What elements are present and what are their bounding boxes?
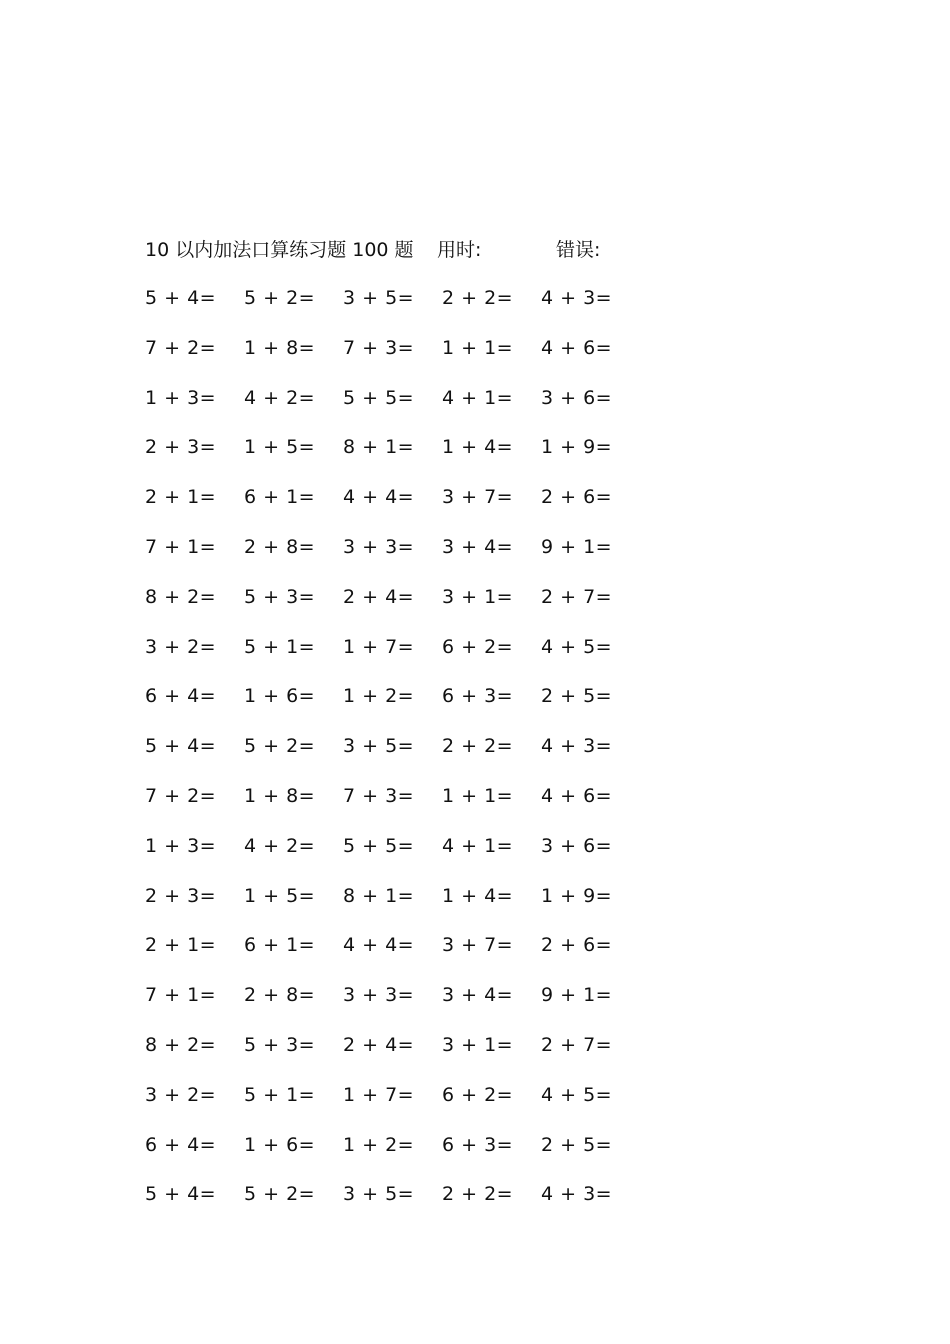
problem-item: 3 + 5=: [343, 735, 415, 758]
problem-row: [145, 832, 645, 882]
problem-item: 3 + 2=: [145, 1083, 217, 1106]
problem-item: 2 + 2=: [442, 287, 514, 309]
problem-item: 4 + 5=: [541, 635, 613, 658]
problem-item: 1 + 5=: [244, 884, 316, 907]
problem-item: 2 + 7=: [541, 585, 613, 608]
problem-item: 1 + 9=: [541, 884, 613, 907]
problem-item: 7 + 3=: [343, 336, 415, 359]
problem-item: 2 + 4=: [343, 1033, 415, 1056]
problem-item: 1 + 8=: [244, 784, 316, 807]
problem-item: 5 + 4=: [145, 1183, 217, 1206]
problem-item: 5 + 4=: [145, 735, 217, 758]
problem-item: 2 + 3=: [145, 884, 217, 907]
problem-row: [145, 732, 645, 782]
problem-item: 2 + 5=: [541, 1133, 613, 1156]
problem-item: 4 + 1=: [442, 386, 514, 409]
problem-item: 4 + 3=: [541, 735, 613, 758]
problem-item: 1 + 8=: [244, 336, 316, 359]
problem-item: 2 + 3=: [145, 436, 217, 459]
problem-item: 5 + 2=: [244, 735, 316, 758]
problem-item: 1 + 7=: [343, 635, 415, 658]
problem-item: 3 + 6=: [541, 834, 613, 857]
problem-row: [145, 533, 645, 583]
worksheet-header: [145, 236, 665, 264]
problem-item: 4 + 3=: [541, 287, 613, 309]
problem-item: 5 + 5=: [343, 834, 415, 857]
problem-item: 8 + 1=: [343, 436, 415, 459]
problem-item: 5 + 1=: [244, 1083, 316, 1106]
worksheet-title: 10 以内加法口算练习题 100 题: [145, 239, 414, 261]
problem-item: 3 + 1=: [442, 1033, 514, 1056]
problem-item: 6 + 3=: [442, 685, 514, 708]
problem-item: 8 + 2=: [145, 1033, 217, 1056]
problem-item: 1 + 2=: [343, 1133, 415, 1156]
problem-row: [145, 583, 645, 633]
problem-row: [145, 483, 645, 533]
problem-item: 7 + 3=: [343, 784, 415, 807]
problem-item: 2 + 2=: [442, 1183, 514, 1206]
problem-item: 4 + 1=: [442, 834, 514, 857]
problem-row: [145, 682, 645, 732]
problem-item: 2 + 7=: [541, 1033, 613, 1056]
problem-item: 4 + 6=: [541, 336, 613, 359]
problem-item: 7 + 1=: [145, 984, 217, 1007]
problem-item: 3 + 3=: [343, 535, 415, 558]
problem-item: 2 + 8=: [244, 535, 316, 558]
problem-item: 3 + 5=: [343, 1183, 415, 1206]
problem-item: 1 + 4=: [442, 436, 514, 459]
problem-item: 8 + 2=: [145, 585, 217, 608]
problem-row: [145, 284, 645, 334]
problem-item: 1 + 9=: [541, 436, 613, 459]
problem-item: 5 + 2=: [244, 1183, 316, 1206]
problem-item: 2 + 1=: [145, 934, 217, 957]
problem-item: 5 + 1=: [244, 635, 316, 658]
problem-row: [145, 384, 645, 434]
problem-item: 4 + 2=: [244, 834, 316, 857]
problem-row: [145, 1131, 645, 1181]
problem-item: 2 + 6=: [541, 934, 613, 957]
problem-item: 1 + 4=: [442, 884, 514, 907]
problem-item: 5 + 2=: [244, 287, 316, 309]
problem-row: [145, 782, 645, 832]
problem-item: 1 + 7=: [343, 1083, 415, 1106]
problem-grid: [145, 284, 645, 1230]
problem-item: 6 + 4=: [145, 1133, 217, 1156]
problem-item: 3 + 6=: [541, 386, 613, 409]
problem-item: 3 + 5=: [343, 287, 415, 309]
problem-item: 4 + 5=: [541, 1083, 613, 1106]
problem-item: 1 + 5=: [244, 436, 316, 459]
problem-item: 2 + 5=: [541, 685, 613, 708]
problem-item: 5 + 5=: [343, 386, 415, 409]
problem-item: 4 + 4=: [343, 486, 415, 509]
problem-item: 4 + 4=: [343, 934, 415, 957]
problem-item: 5 + 3=: [244, 585, 316, 608]
errors-label: 错误:: [556, 239, 601, 261]
problem-item: 4 + 2=: [244, 386, 316, 409]
problem-row: [145, 981, 645, 1031]
problem-item: 1 + 1=: [442, 336, 514, 359]
problem-item: 4 + 3=: [541, 1183, 613, 1206]
problem-item: 3 + 4=: [442, 984, 514, 1007]
problem-item: 8 + 1=: [343, 884, 415, 907]
problem-row: [145, 334, 645, 384]
problem-item: 6 + 3=: [442, 1133, 514, 1156]
problem-item: 3 + 1=: [442, 585, 514, 608]
problem-item: 2 + 8=: [244, 984, 316, 1007]
problem-row: [145, 633, 645, 683]
problem-item: 3 + 3=: [343, 984, 415, 1007]
problem-item: 5 + 4=: [145, 287, 217, 309]
problem-item: 4 + 6=: [541, 784, 613, 807]
problem-item: 3 + 7=: [442, 486, 514, 509]
problem-row: [145, 931, 645, 981]
problem-item: 1 + 6=: [244, 685, 316, 708]
problem-item: 2 + 4=: [343, 585, 415, 608]
problem-item: 2 + 2=: [442, 735, 514, 758]
problem-item: 9 + 1=: [541, 535, 613, 558]
problem-item: 9 + 1=: [541, 984, 613, 1007]
problem-item: 6 + 2=: [442, 1083, 514, 1106]
problem-item: 1 + 2=: [343, 685, 415, 708]
problem-item: 6 + 2=: [442, 635, 514, 658]
problem-item: 3 + 2=: [145, 635, 217, 658]
problem-row: [145, 1081, 645, 1131]
problem-item: 3 + 4=: [442, 535, 514, 558]
problem-item: 1 + 1=: [442, 784, 514, 807]
problem-row: [145, 1031, 645, 1081]
problem-row: [145, 433, 645, 483]
problem-item: 5 + 3=: [244, 1033, 316, 1056]
problem-item: 6 + 1=: [244, 934, 316, 957]
problem-item: 7 + 1=: [145, 535, 217, 558]
problem-row: [145, 882, 645, 932]
problem-item: 2 + 1=: [145, 486, 217, 509]
problem-item: 2 + 6=: [541, 486, 613, 509]
problem-item: 7 + 2=: [145, 784, 217, 807]
problem-item: 6 + 1=: [244, 486, 316, 509]
problem-item: 3 + 7=: [442, 934, 514, 957]
problem-item: 7 + 2=: [145, 336, 217, 359]
problem-row: [145, 1180, 645, 1230]
problem-item: 1 + 6=: [244, 1133, 316, 1156]
problem-item: 1 + 3=: [145, 386, 217, 409]
problem-item: 6 + 4=: [145, 685, 217, 708]
time-label: 用时:: [437, 239, 482, 261]
problem-item: 1 + 3=: [145, 834, 217, 857]
